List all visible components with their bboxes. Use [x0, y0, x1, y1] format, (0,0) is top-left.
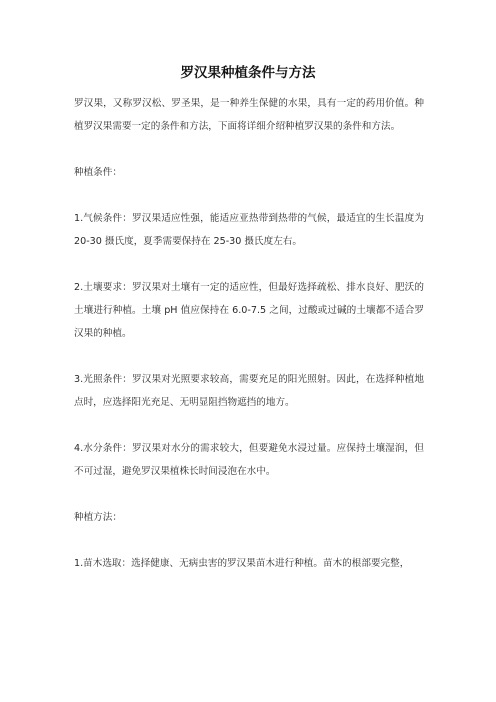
document-title: 罗汉果种植条件与方法 [180, 65, 316, 81]
document-body [74, 92, 424, 598]
light-paragraph: 3.光照条件：罗汉果对光照要求较高，需要充足的阳光照射。因此，在选择种植地点时，应选择阳光充足、无明显阻挡物遮挡的地方。 [74, 374, 424, 408]
seedling-paragraph: 1.苗木选取：选择健康、无病虫害的罗汉果苗木进行种植。苗木的根部要完整， [74, 558, 410, 569]
section-heading-conditions: 种植条件： [74, 167, 122, 178]
water-paragraph: 4.水分条件：罗汉果对水分的需求较大，但要避免水浸过量。应保持土壤湿润，但不可过湿，避免罗汉果植株长时间浸泡在水中。 [74, 443, 424, 477]
section-heading-methods: 种植方法： [74, 512, 122, 523]
soil-paragraph: 2.土壤要求：罗汉果对土壤有一定的适应性，但最好选择疏松、排水良好、肥沃的土壤进行种植。土壤 pH 值应保持在 6.0-7.5 之间，过酸或过碱的土壤都不适合罗汉果的种植。 [74, 282, 424, 339]
intro-paragraph: 罗汉果，又称罗汉松、罗圣果，是一种养生保健的水果，具有一定的药用价值。种植罗汉果需要一定的条件和方法，下面将详细介绍种植罗汉果的条件和方法。 [74, 98, 424, 132]
climate-paragraph: 1.气候条件：罗汉果适应性强，能适应亚热带到热带的气候，最适宜的生长温度为 20-30 摄氏度，夏季需要保持在 25-30 摄氏度左右。 [74, 213, 424, 247]
